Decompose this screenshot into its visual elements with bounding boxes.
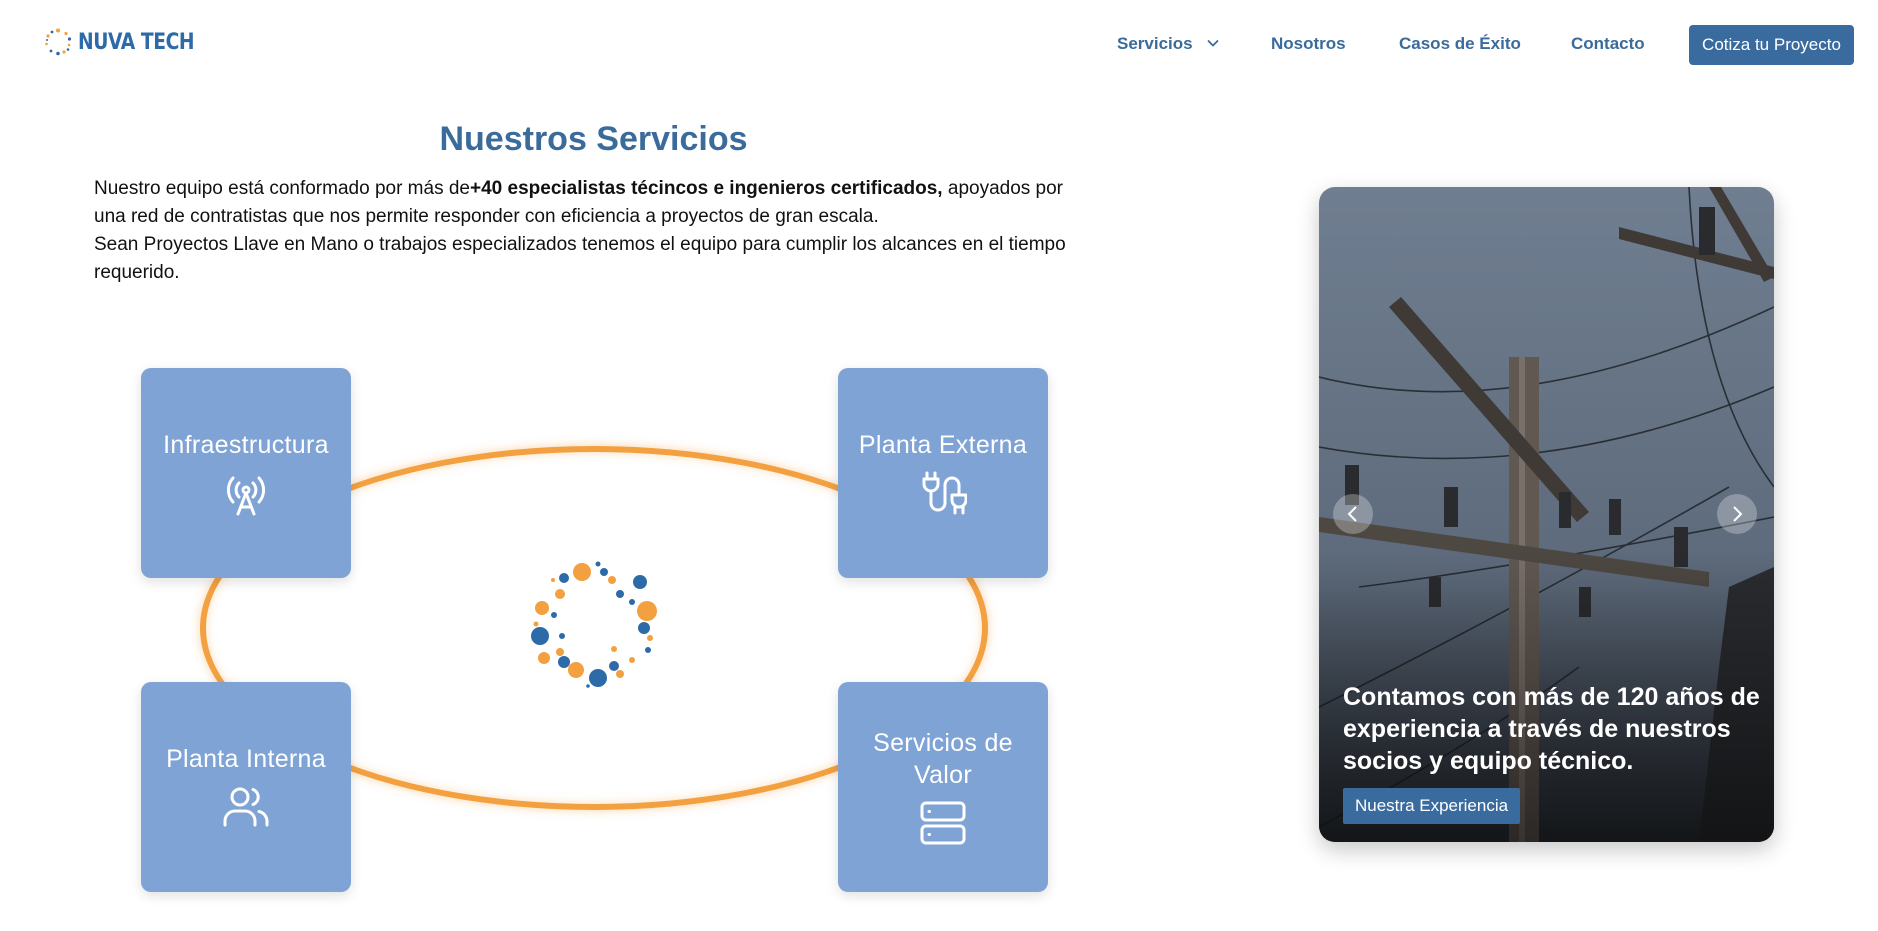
service-card-infraestructura[interactable]: [141, 368, 351, 578]
nav-item-label: Servicios: [1117, 34, 1193, 53]
service-card-label: Infraestructura: [163, 431, 329, 459]
chevron-right-icon: [1730, 505, 1744, 523]
service-card-label: Planta Externa: [858, 431, 1028, 459]
nav-item-casos-de-exito[interactable]: Casos de Éxito: [1399, 34, 1521, 53]
intro-text: [94, 175, 1094, 287]
nav-item-nosotros[interactable]: Nosotros: [1271, 34, 1346, 53]
intro-part-1: Nuestro equipo está conformado por más de: [94, 178, 470, 199]
slider-prev-button[interactable]: [1333, 494, 1373, 534]
nav-item-contacto[interactable]: Contacto: [1571, 34, 1645, 53]
server-icon: [919, 799, 967, 847]
slide-caption: Contamos con más de 120 años de experiencia a través de nuestros socios y equipo técnico.: [1343, 683, 1760, 775]
logo[interactable]: [44, 28, 215, 56]
intro-part-2: apoyados por una red de contratistas que nos permite responder con eficiencia a proyectos de gran escala.: [94, 178, 1064, 227]
chevron-left-icon: [1346, 505, 1360, 523]
logo-mark-icon: [44, 28, 72, 56]
intro-highlight: +40 especialistas técincos e ingenieros certificados,: [470, 178, 943, 199]
service-card-label: Servicios de Valor: [873, 729, 1013, 789]
our-experience-button[interactable]: Nuestra Experiencia: [1343, 788, 1520, 824]
service-card-planta-interna[interactable]: [141, 682, 351, 892]
cable-plug-icon: [919, 469, 967, 517]
quote-project-button[interactable]: Cotiza tu Proyecto: [1689, 25, 1854, 65]
chevron-down-icon: [1207, 39, 1219, 47]
logo-text: NUVA TECH: [78, 29, 195, 55]
experience-slider[interactable]: [1319, 187, 1774, 842]
slider-next-button[interactable]: [1717, 494, 1757, 534]
nav-item-servicios[interactable]: [1117, 34, 1219, 54]
section-title: Nuestros Servicios: [439, 120, 748, 158]
antenna-tower-icon: [222, 469, 270, 517]
brand-dots-icon: [526, 556, 662, 692]
users-icon: [222, 783, 270, 831]
intro-part-3: Sean Proyectos Llave en Mano o trabajos especializados tenemos el equipo para cumplir los alcances en el tiempo requerido.: [94, 234, 1066, 283]
service-card-label: Planta Interna: [166, 745, 326, 773]
service-card-servicios-de-valor[interactable]: [838, 682, 1048, 892]
top-navbar: [0, 0, 1878, 90]
service-card-planta-externa[interactable]: [838, 368, 1048, 578]
